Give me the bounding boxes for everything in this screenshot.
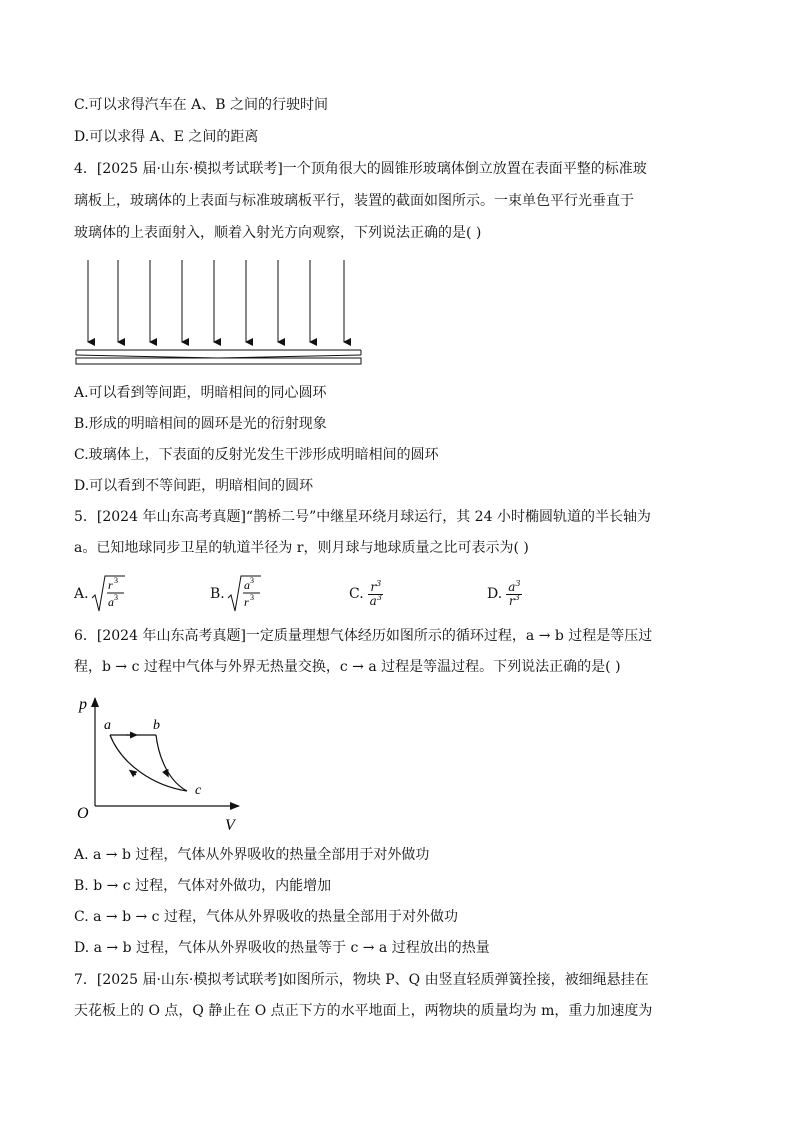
q6-stem-line-2: 程，b → c 过程中气体与外界无热量交换，c → a 过程是等温过程。下列说法正确的是( ) — [74, 659, 621, 675]
q4-option-d: D.可以看到不等间距，明暗相间的圆环 — [74, 478, 314, 494]
p-axis-label: p — [79, 696, 87, 713]
fraction: $\frac{a^3}{r^3}$ — [508, 578, 521, 608]
q4-option-c: C.玻璃体上，下表面的反射光发生干涉形成明暗相间的圆环 — [74, 447, 439, 463]
q7-stem-line-2: 天花板上的 O 点，Q 静止在 O 点正下方的水平地面上，两物块的质量均为 m，重力加速度为 — [74, 1003, 653, 1019]
point-b-label: b — [153, 718, 160, 733]
q4-stem-line-2: 璃板上，玻璃体的上表面与标准玻璃板平行，装置的截面如图所示。一束单色平行光垂直于 — [74, 193, 634, 209]
svg-text:3: 3 — [249, 593, 254, 602]
q6-option-b: B. b → c 过程，气体对外做功，内能增加 — [74, 878, 332, 894]
fraction: $\frac{r^3}{a^3}$ — [369, 578, 382, 608]
q4-stem-line-1: 4．[2025 届·山东·模拟考试联考]一个顶角很大的圆锥形玻璃体倒立放置在表面平整的标准玻 — [74, 161, 647, 177]
sqrt-sign-icon — [91, 574, 125, 614]
light-ray-arrows — [88, 260, 344, 342]
q3-option-c: C.可以求得汽车在 A、B 之间的行驶时间 — [74, 97, 328, 113]
q6-pv-diagram — [74, 690, 249, 835]
svg-text:3: 3 — [113, 593, 118, 602]
q4-stem-line-3: 玻璃体的上表面射入，顺着入射光方向观察，下列说法正确的是( ) — [74, 225, 482, 241]
q6-option-a: A. a → b 过程，气体从外界吸收的热量全部用于对外做功 — [74, 847, 430, 863]
q7-stem-line-1: 7．[2025 届·山东·模拟考试联考]如图所示，物块 P、Q 由竖直轻质弹簧拴接，被细绳悬挂在 — [74, 972, 649, 988]
process-b-to-c — [156, 735, 187, 791]
svg-text:a: a — [243, 578, 250, 592]
q3-option-d: D.可以求得 A、E 之间的距离 — [74, 129, 259, 145]
q5-option-c: C. $\frac{r^3}{a^3}$ — [349, 578, 382, 608]
point-c-label: c — [195, 783, 202, 798]
point-a-label: a — [104, 718, 111, 733]
q4-option-b: B.形成的明暗相间的圆环是光的衍射现象 — [74, 416, 327, 432]
q5-stem-line-2: a。已知地球同步卫星的轨道半径为 r，则月球与地球质量之比可表示为( ) — [74, 540, 529, 556]
v-axis-label: V — [225, 817, 235, 834]
sqrt-sign-icon — [227, 574, 261, 614]
q6-option-c: C. a → b → c 过程，气体从外界吸收的热量全部用于对外做功 — [74, 909, 458, 925]
origin-label: O — [77, 805, 89, 822]
svg-text:3: 3 — [249, 576, 254, 585]
svg-text:3: 3 — [113, 576, 118, 585]
q6-stem-line-1: 6．[2024 年山东高考真题]一定质量理想气体经历如图所示的循环过程，a → b 过程是等压过 — [74, 628, 653, 644]
q6-option-d: D. a → b 过程，气体从外界吸收的热量等于 c → a 过程放出的热量 — [74, 940, 490, 956]
svg-text:r: r — [243, 595, 249, 609]
q4-figure-glass-cone — [74, 258, 364, 368]
q5-option-b: B. a 3 r 3 — [210, 572, 261, 616]
svg-text:r: r — [107, 578, 113, 592]
q5-option-a: A. r 3 a 3 — [74, 572, 125, 616]
q5-option-d: D. $\frac{a^3}{r^3}$ — [487, 578, 521, 608]
svg-text:a: a — [107, 595, 114, 609]
glass-cone-and-plate — [76, 350, 361, 364]
q4-option-a: A.可以看到等间距，明暗相间的同心圆环 — [74, 385, 327, 401]
q5-stem-line-1: 5．[2024 年山东高考真题]“鹊桥二号”中继星环绕月球运行，其 24 小时椭圆轨道的半长轴为 — [74, 509, 651, 525]
